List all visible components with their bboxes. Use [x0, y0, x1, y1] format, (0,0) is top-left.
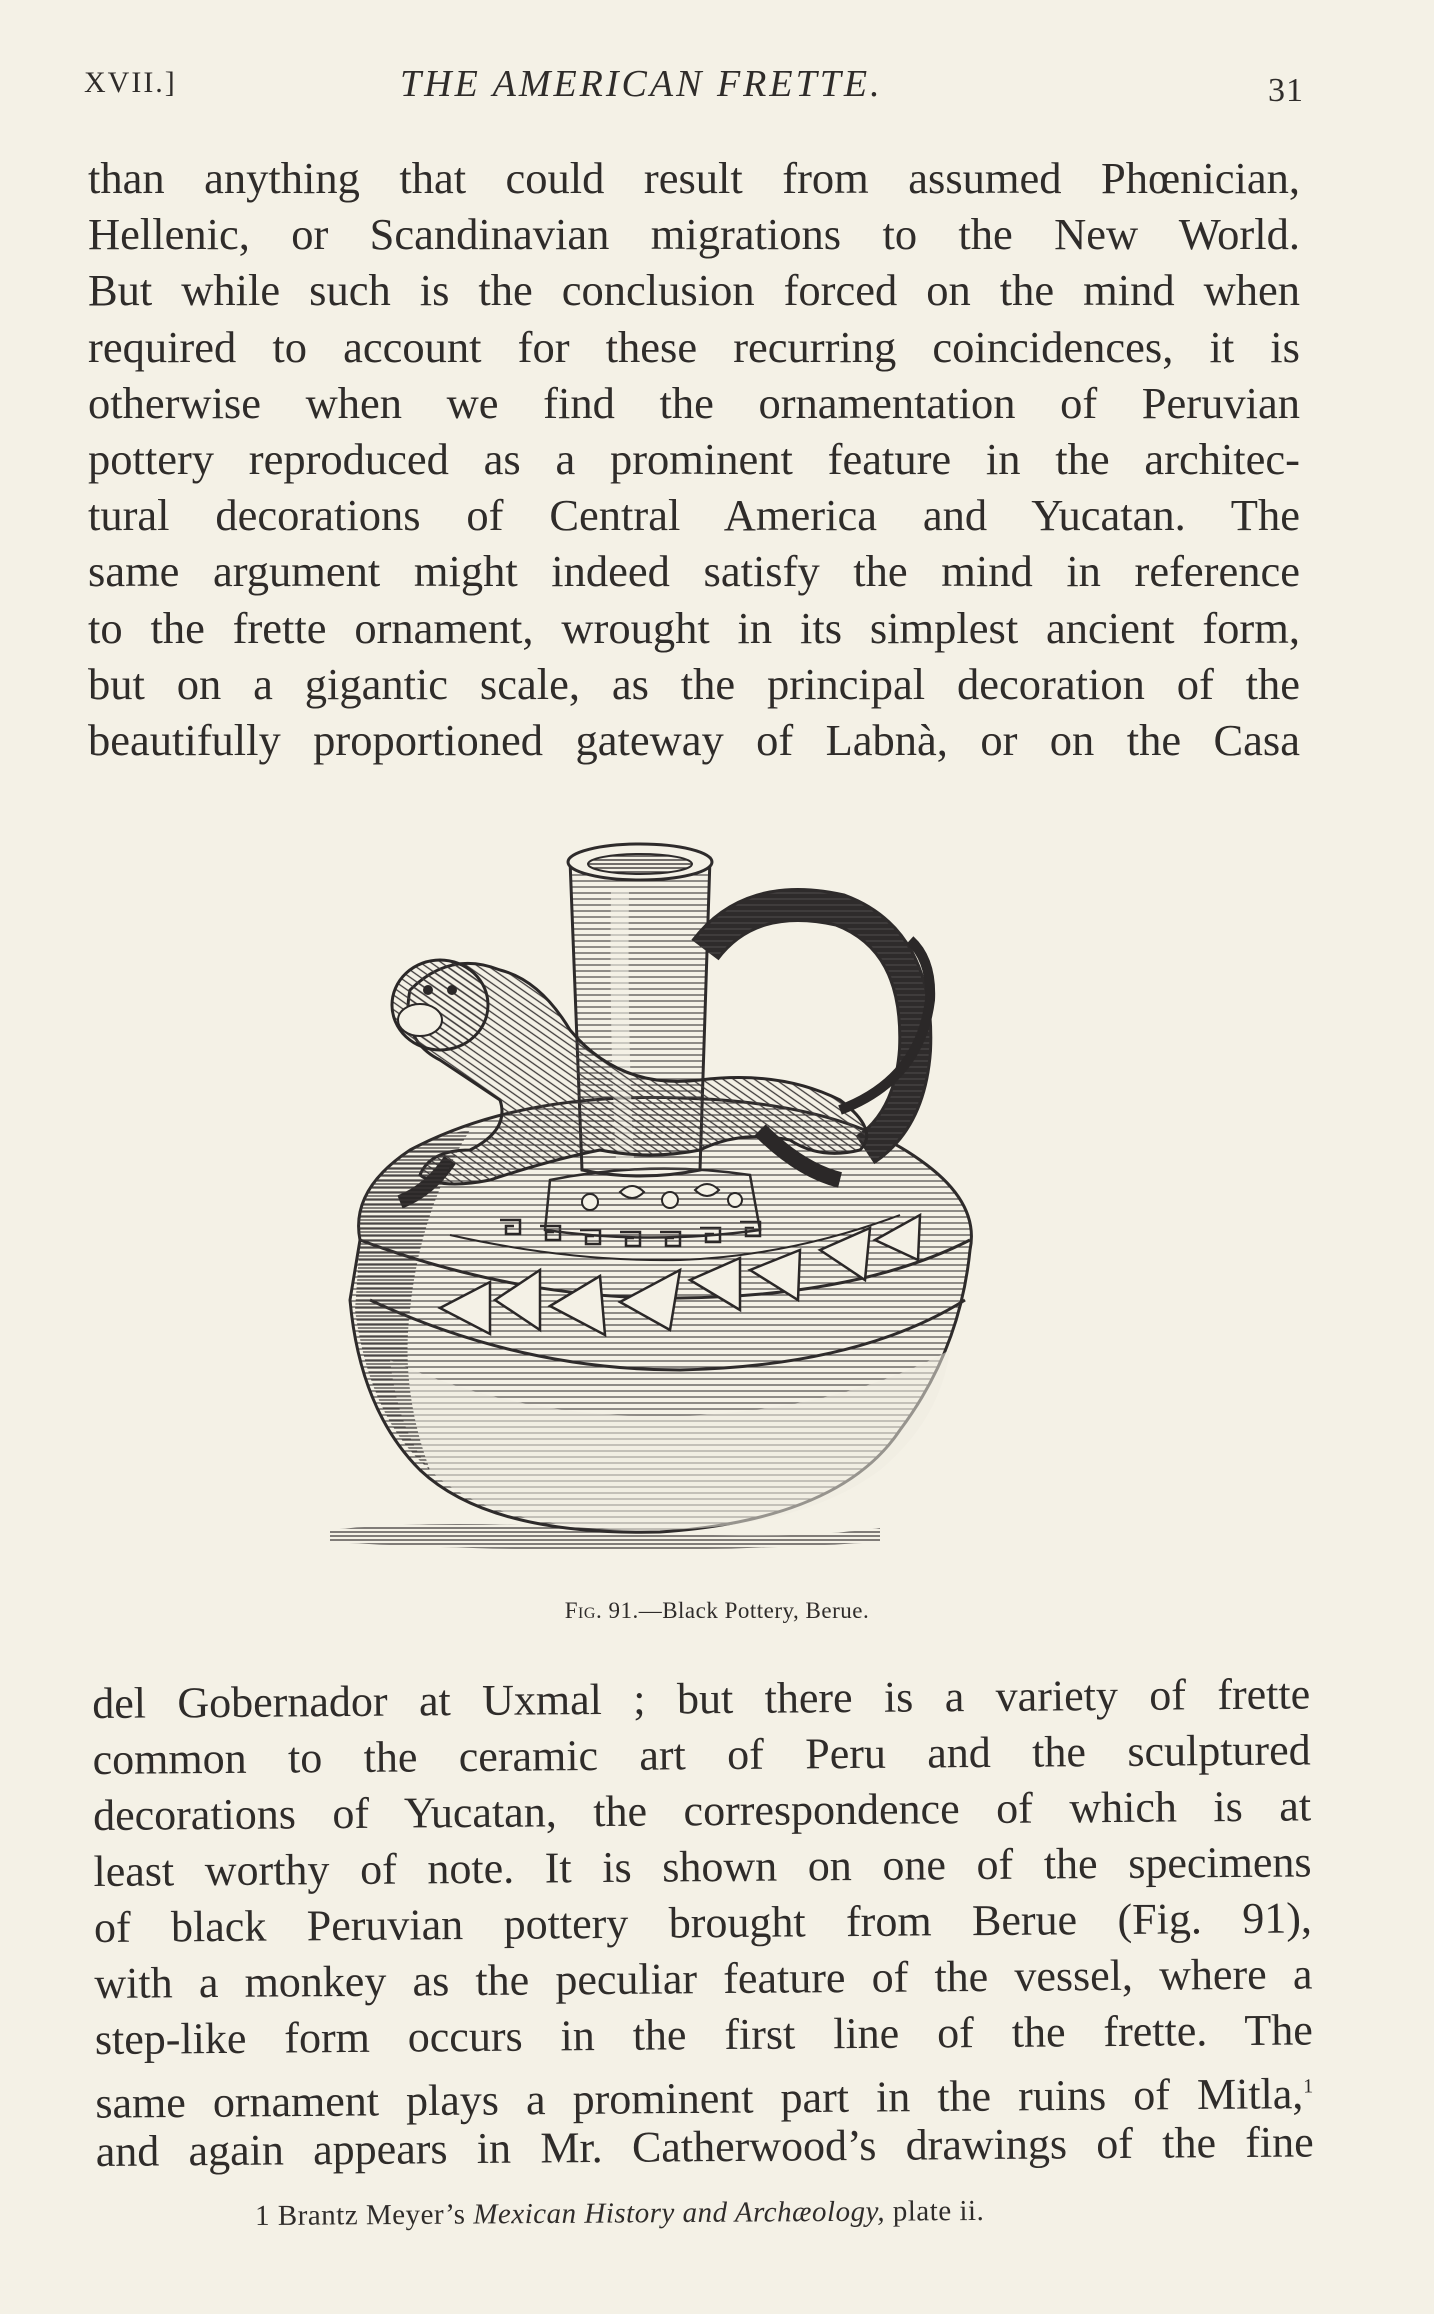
text-line: but on a gigantic scale, as the principal decoration of the — [88, 658, 1300, 709]
text-line-with-footnote-ref — [95, 2058, 1314, 2128]
footnote — [255, 2195, 984, 2233]
text-line: Hellenic, or Scandinavian migrations to the New World. — [88, 209, 1300, 260]
text-line: required to account for these recurring coincidences, it is — [88, 321, 1300, 372]
text-line: of black Peruvian pottery brought from Berue (Fig. 91), — [93, 1893, 1313, 1952]
running-head — [84, 62, 1304, 112]
figure-caption-text: —Black Pottery, Berue. — [638, 1598, 870, 1623]
figure-caption — [0, 1598, 1434, 1624]
text-line: decorations of Yucatan, the correspondence of which is at — [92, 1781, 1312, 1840]
page-number: 31 — [1268, 72, 1304, 109]
footnote-author: Brantz Meyer’s — [277, 2198, 466, 2232]
text-line: least worthy of note. It is shown on one of the specimens — [93, 1837, 1312, 1896]
chapter-title: THE AMERICAN FRETTE. — [400, 63, 883, 105]
text-line: same ornament plays a prominent part in the ruins of Mitla, — [95, 2069, 1304, 2128]
text-line: tural decorations of Central America and Yucatan. The — [88, 490, 1300, 541]
figure-91 — [320, 830, 1020, 1590]
footnote-work-title: Mexican History and Archæology, — [473, 2195, 886, 2231]
text-line: common to the ceramic art of Peru and the sculptured — [92, 1725, 1311, 1784]
text-line: to the frette ornament, wrought in its simplest ancient form, — [88, 602, 1300, 653]
footnote-reference: 1 — [1303, 2075, 1314, 2098]
text-line: same argument might indeed satisfy the mind in reference — [88, 546, 1300, 597]
chapter-number: XVII.] — [84, 66, 177, 99]
text-line: than anything that could result from assumed Phœnician, — [88, 153, 1300, 203]
text-line: and again appears in Mr. Catherwood’s drawings of the fine — [95, 2117, 1314, 2176]
body-paragraph-top — [88, 150, 1300, 768]
text-line: step-like form occurs in the first line of the frette. The — [94, 2005, 1314, 2064]
footnote-marker: 1 — [255, 2199, 271, 2232]
footnote-locator: plate ii. — [892, 2194, 985, 2228]
body-paragraph-bottom — [92, 1666, 1314, 2180]
text-line: del Gobernador at Uxmal ; but there is a variety of frette — [92, 1669, 1311, 1728]
text-line: pottery reproduced as a prominent feature in the architec- — [88, 433, 1300, 484]
black-pottery-vessel-with-monkey-illustration — [320, 830, 1020, 1590]
figure-label: Fig. 91. — [564, 1598, 639, 1623]
text-line: beautifully proportioned gateway of Labnà, or on the Casa — [88, 714, 1300, 765]
text-line: otherwise when we find the ornamentation of Peruvian — [88, 377, 1300, 428]
text-line: But while such is the conclusion forced on the mind when — [88, 265, 1300, 316]
text-line: with a monkey as the peculiar feature of the vessel, where a — [94, 1949, 1313, 2008]
